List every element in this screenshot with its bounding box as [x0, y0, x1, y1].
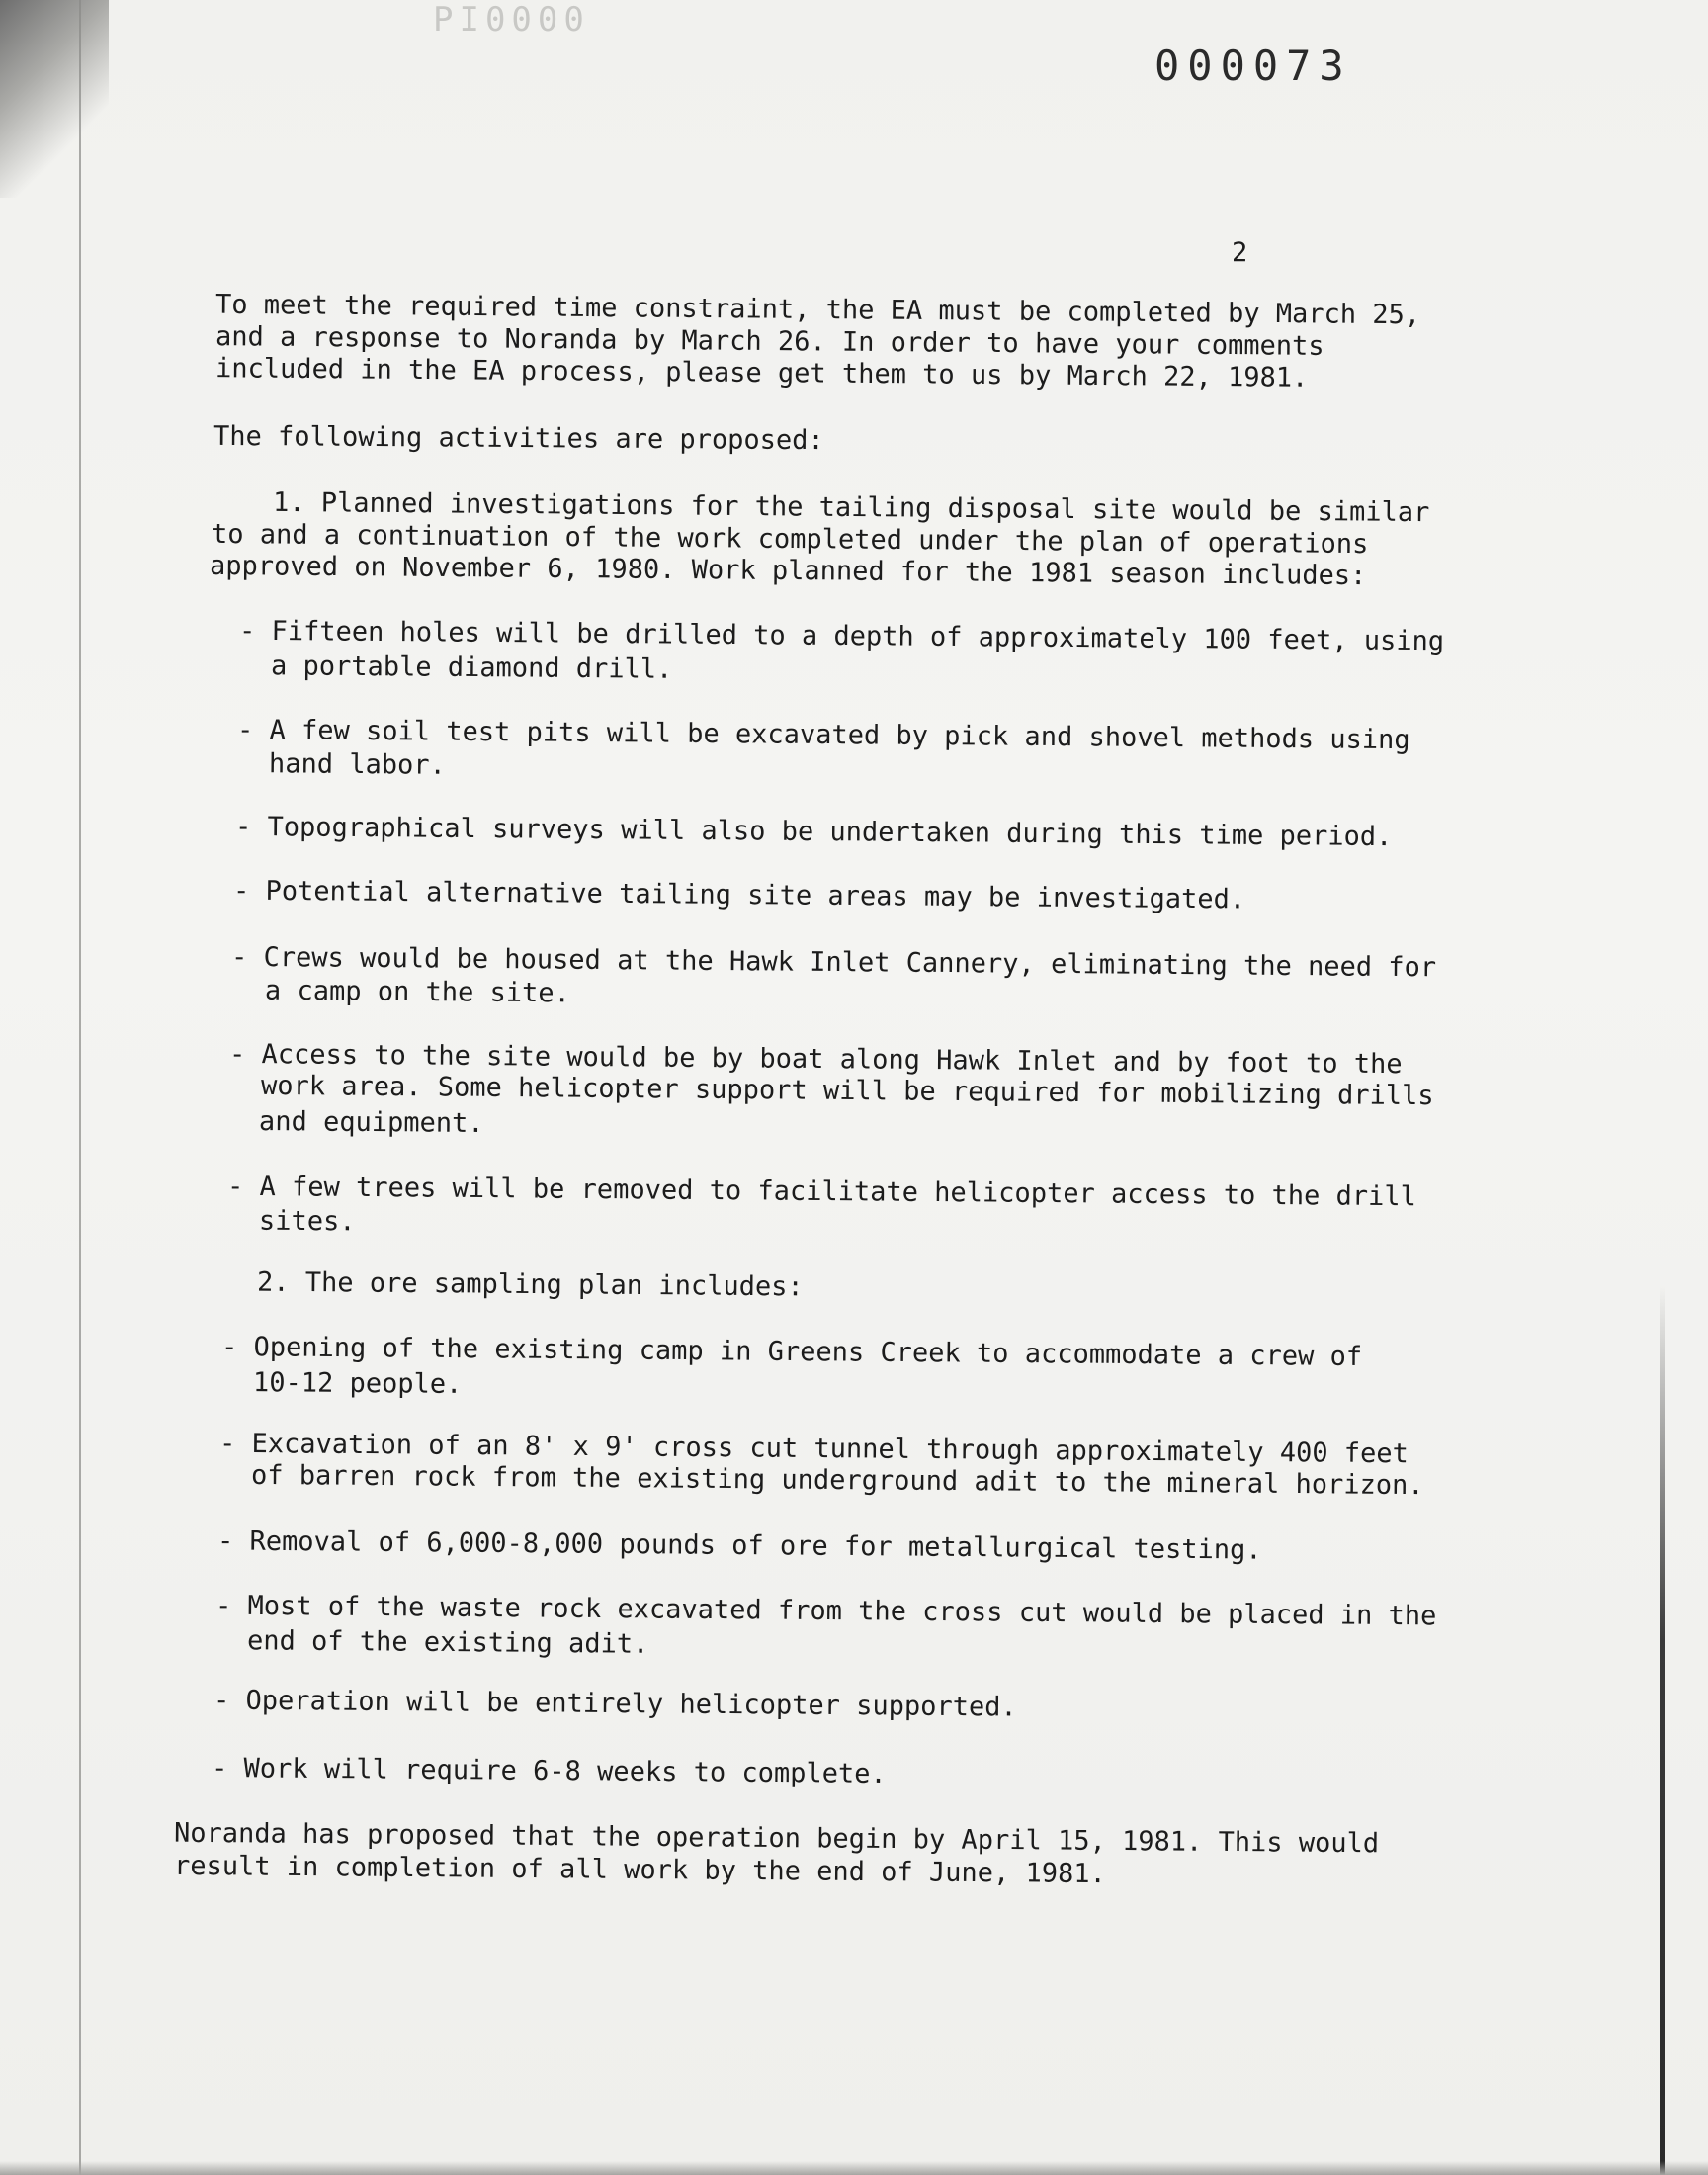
section1-line-1: 1. Planned investigations for the tailing disposal site would be similar: [272, 486, 1430, 529]
section1-line-3: approved on November 6, 1980. Work planned for the 1981 season includes:: [209, 550, 1367, 592]
scan-edge-right: [1660, 1285, 1665, 2175]
section1-item-2-line-1: - A few soil test pits will be excavated by pick and shovel methods using: [236, 714, 1410, 756]
section1-item-5-line-1: - Crews would be housed at the Hawk Inlet Cannery, eliminating the need for: [230, 941, 1437, 984]
section1-item-1-line-2: a portable diamond drill.: [270, 651, 673, 685]
section1-item-7-line-2: sites.: [258, 1205, 356, 1238]
section1-item-3-line-1: - Topographical surveys will also be undertaken during this time period.: [234, 811, 1393, 853]
section1-item-6-line-3: and equipment.: [258, 1106, 484, 1139]
document-number: 000073: [1154, 42, 1352, 90]
section2-item-4-line-2: end of the existing adit.: [246, 1625, 649, 1660]
section2-item-5-line-1: - Operation will be entirely helicopter supported.: [213, 1685, 1017, 1723]
section2-item-4-line-1: - Most of the waste rock excavated from the cross cut would be placed in the: [214, 1590, 1437, 1632]
page-number: 2: [1232, 237, 1248, 268]
section1-item-7-line-1: - A few trees will be removed to facilitate helicopter access to the drill: [226, 1171, 1417, 1213]
section2-item-1-line-1: - Opening of the existing camp in Greens Creek to accommodate a crew of: [220, 1331, 1363, 1373]
section1-item-1-line-1: - Fifteen holes will be drilled to a depth of approximately 100 feet, using: [238, 615, 1445, 657]
intro-line-3: included in the EA process, please get them to us by March 22, 1981.: [214, 353, 1309, 393]
closing-line-1: Noranda has proposed that the operation begin by April 15, 1981. This would: [173, 1817, 1380, 1860]
scan-edge-bottom: [0, 2161, 1708, 2175]
scan-shadow-corner: [0, 0, 109, 198]
section2-item-2-line-2: of barren rock from the existing underground adit to the mineral horizon.: [250, 1459, 1424, 1502]
section2-item-6-line-1: - Work will require 6-8 weeks to complete.: [211, 1753, 887, 1789]
section1-item-4-line-1: - Potential alternative tailing site areas may be investigated.: [232, 875, 1246, 915]
closing-line-2: result in completion of all work by the end of June, 1981.: [173, 1850, 1106, 1890]
intro-line-1: To meet the required time constraint, the EA must be completed by March 25,: [214, 289, 1421, 331]
section1-item-6-line-1: - Access to the site would be by boat along Hawk Inlet and by foot to the: [228, 1038, 1403, 1081]
intro-line-2: and a response to Noranda by March 26. In order to have your comments: [214, 321, 1324, 362]
section1-item-5-line-2: a camp on the site.: [264, 975, 570, 1009]
scan-edge-line: [79, 0, 81, 2175]
section1-item-2-line-2: hand labor.: [268, 748, 446, 781]
section2-item-2-line-1: - Excavation of an 8' x 9' cross cut tunnel through approximately 400 feet: [218, 1428, 1409, 1470]
section2-item-3-line-1: - Removal of 6,000-8,000 pounds of ore for metallurgical testing.: [216, 1525, 1262, 1566]
section2-heading: 2. The ore sampling plan includes:: [256, 1266, 804, 1303]
section1-item-6-line-2: work area. Some helicopter support will be required for mobilizing drills: [260, 1070, 1434, 1112]
section2-item-1-line-2: 10-12 people.: [252, 1367, 463, 1400]
faint-stamp: PI0000: [433, 0, 590, 40]
section1-line-2: to and a continuation of the work completed under the plan of operations: [211, 518, 1369, 561]
activities-intro: The following activities are proposed:: [213, 420, 824, 457]
